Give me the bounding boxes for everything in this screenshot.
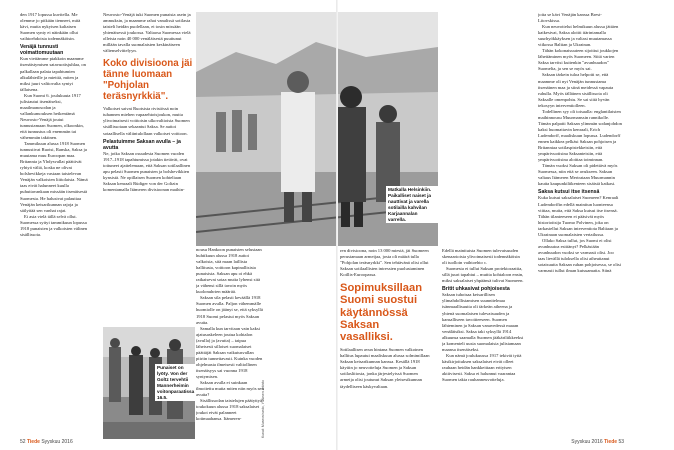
paragraph: Ei asia vielä tällä selvä ollut. Suomessa syttyi tammikuun lopussa 1918 punaisten ja valkoisten välinen sisällissota. xyxy=(20,213,88,237)
text-column-3 xyxy=(196,247,264,437)
paragraph: Sisällissodan taistelujen päätyttyä toukokuun alussa 1918 saksalaiset joukot eivät palanneet kotimaahansa. Itämeren- xyxy=(196,398,263,422)
paragraph: Kun nämä joulukuussa 1917 tekivät tyttä käsikirjoituksen saksalaiset eivät olleet rauhaan heidän hankkeittaan erityisen aktiivisesti. Saksa ei halunnut vaarantaa Suomen takia rauhanneuvotteluja. xyxy=(442,352,522,383)
paragraph: Sotilaallisen avun hintana Suomen valkoinen hallitus lupautui maaliskuun alussa solmimillaan Saksan keisarikunnan kanssa. Kesällä 1918 käytiin jo neuvotteluja Suomen ja Saksan sotilasliitosta, jonka järjestelyissä Suomen armeija olisi joutunut Saksan yleisesikunnan täydelliseen käskyvaltaan. xyxy=(340,347,430,389)
subheading: Britit uhkasivat pohjoisesta xyxy=(442,286,510,293)
paragraph: joita se kävi Venäjän kanssa Brest-Litovskissa. xyxy=(538,12,602,24)
subheading: Pelastuimme Saksan avulla – ja avutta xyxy=(103,138,181,151)
page-number: 53 xyxy=(618,439,624,445)
folio-left xyxy=(20,439,73,445)
paragraph: Neuvosto-Venäjä tuki Suomen punaisia asein ja ammuksin, ja maamme rahat vanalissä sotilasta taisteli heidän puolellaan, ei tosin missään yhtenäisessä joukossa. Valtaosa Suomessa vielä olleista noin 40 000 venäläisestä puuttunut millään tavalla suomalaisten keskinäiseen välienselvittelyyn. xyxy=(103,12,191,54)
paragraph: Todellinen syy oli toisaalla: englantilaisten maihinnousu Muurmanssin rannikolle. Tämän palpatti Saksan ylimmän sodanjohdon kaksi huomattavin kenraali, Erich Ludendorff, maaliskuun lopussa. Ludendorff ennen kaikkea pelkäsi Saksan pohjoisen ja Britanniaa sotilaspistekkeisiin, että ympärivuotisina Saksanteisiin, että ympärivuotisina aloittaa toiminnan. xyxy=(538,108,622,163)
paragraph: Kun viettämme piakkoin maamme itsenäistymisen satavuotisjuhlaa, on palkallaan palata tapahtumien alkulähteille ja miettiä, miten ja miksi juuri valtiovalta syntyi tällaisena. xyxy=(20,56,86,92)
paragraph: Ne, jotka Saksan osuudesta Suomen vuoden 1917–1918 tapahtumissa jotakin tietävät, ovat tottuneet ajattelemaan, että Saksan sotilaallinen apu pelasti Suomen punaisten ja bolshevikkien kynsistä. Ne opillaisen Suomen kohteliaan Saksan kenraali Rüdiger von der Goltzin komentamalla Itämeren divisioonan maihin- xyxy=(103,150,191,193)
issue-date: Syyskuu 2016 xyxy=(571,439,603,445)
text-column-6 xyxy=(538,12,622,437)
paragraph: ren divisioona, noin 13 000 miestä, jäi Suomeen perustamaan armeijaa, josta oli määrä tulla "Pohjolan teräsnyrkki". Sen tehtävänä olisi ollut Saksan sotilaallisten intressien puolustaminen Koillis-Euroopassa. xyxy=(340,248,429,278)
text-column-1 xyxy=(20,12,88,437)
page-number: 52 xyxy=(20,439,26,445)
paragraph: Saksan tärkein tuloa helpotti se, että maamme oli nyt Venäjän tunnustama itsenäinen maa ja siinä meidessä vapauta ruhulla. Myös tälläinen sisällissota oli Saksalle omenpohtu. Se sai siitä hyvän tekosyyn interventiolleen. xyxy=(538,72,614,108)
paragraph: Tammikuun alussa 1918 Suomen tunnustivat Ruotsi, Ranska, Saksa ja muutama muu Euroopan maa. Britannia ja Yhdysvallat päättivät ryhtyä väliä, koska ne olivat bolshevikkeja vastaan taistelevan Venäjän valkoisten liittolaisia. Nämä taas eivät halunneet kuulla puhuttavankaan missään itsenäisestä Suomesta. He halusivat palauttaa Venäjän keisarikunnan rajoja ja säilyttää sen vanhat rajat. xyxy=(20,141,88,213)
brand-name: Tiede xyxy=(26,439,40,445)
paragraph: Ollako Saksa tullut, jos Suomi ei olisi avunhuutoa esittänyt? Pelkästään avunhuudon vuoksi se varmasti olisi. Joo taas lievällä tuloksella olisi aiheuttanut sotaisuutta Saksan ruhan pohjoisessa, se olisi varmasti tullut ilman kutsuamatta. Siinä xyxy=(538,237,621,274)
issue-date: Syyskuu 2016 xyxy=(41,439,73,445)
subheading: Venäjä tunnusti voimattomuutaan xyxy=(20,44,64,57)
paragraph: Samalla kun tarvitaan vain kaksi ajatusaskeleen joutua kohtalon (avulla) ja (avutta) – taipua läheisesti silloiset suomalaiset päättäjät Saksan vaikutusvallan piiriin tunnettavasti. Kuinka vuoden ohjelmasta ilmeisesti valtiollinen itsenäisyys sai vuonna 1918 syntymisen. xyxy=(196,325,263,379)
paragraph: Tähän kokonaisuuteen sijoittui joukkojen lähettäminen myös Suomeen. Siitä varten Saksa tarvitsi kuitenkin "avunhuudon" Suomelta, ja sen se myös sai. xyxy=(538,48,619,72)
paragraph: Kuka kutsui saksalaiset Suomeen? Kenraali Ludendorffin edellä mainitun luonteensa viittaa, mutta, että Saksa kutsui itse itsensä. Tähän tilanteeseen ei pääsivät myös historioitsija Tuomo Polvinen, joka on tarkastellut Saksan interventiota Baltiaan ja Ukrainaan suomalaisten vertailussa. xyxy=(538,195,619,237)
text-column-5 xyxy=(442,248,525,438)
paragraph: Kun Suomi 6. joulukuuta 1917 julistautui itsenäiseksi, maailmanosodan ja vallankumouksen heikentämä Neuvosto-Venäjä joutui tunnustamaan Suomen, olkoonkin, että tunnustus oli enemmän tai vähemmän taktinen. xyxy=(20,92,84,141)
subheading: Saksa kutsui itse itsensä xyxy=(538,189,600,196)
paragraph: den 1917 lopussa kuvitella. Me olemme jo pitkään tienneet, mitä kävi, mutta nykyisen kaltaisen Suomen synty ei näinkään ollut vaihtoehdoista todennäköisin. xyxy=(20,12,81,42)
brand-name: Tiede xyxy=(604,439,618,445)
page-gutter xyxy=(336,0,338,450)
folio-right xyxy=(571,439,624,445)
paragraph: Valkoiset saivat Ruotsista rivistössä noin tuhannen miehen vapaaehtoisjoukon, mutta ylivoimaisesti voittoisin ulkovaltioista Suomen sisällissotaan sekaantui Saksa. Se auttoi sotaallisella väliintulollaan valkoiset voittoon. xyxy=(103,106,190,136)
paragraph: Saksan avulla ei suinkaan ilmoitettu mutta miten niin myös sen avutta? xyxy=(196,380,264,398)
paragraph: Kun neuvottelut helmikuun alussa jättäen katkesivat, Saksa aloitti itärintamalla suurhyökkäyksen ja valtasi muutamassa viikossa Baltian ja Ukrainan. xyxy=(538,24,619,48)
paragraph: nousu Hankoon punaisten selustaan huhtikuun alussa 1918 auttoi valkoisia, sitä maan laillista hallitusta, voittoon kapinallisista punaisista. Saksan apu oi ehkä ratkaisevat sotaa mutta lyhensi sitä ja vähensi sillä tavoin myös kuolonuhrien määrää. xyxy=(196,247,262,295)
paragraph: Suomesta ei tullut Saksan protektoraattia, sillä juuri tapahtui – muttta kohtaloon ensin, miksi saksalaiset yhpäänsä tulivat Suomeen. xyxy=(442,266,524,284)
paragraph: Saksan sila pelasti keväällä 1918 Suomen avulla. Paljon vähemmälle huomiolle on jäänyt se, että syksyllä 1918 Suomi pelastui myös Saksan avutta. xyxy=(196,295,263,325)
pull-quote: Koko divisioona jäi tänne luomaan "Pohjolan teräsnyrkkiä". xyxy=(103,58,193,103)
photo-caption: Punaiset on lyöty. Von der Goltz tervehtii Mannerheimin voitonparaatissa 16.5. xyxy=(157,365,195,400)
text-column-2 xyxy=(103,12,195,296)
paragraph: Edellä mainituista Suomen tulevaisuuden skenaarioista ylivoimaisesti todennäköisin oli tuolloin vaihtoehto c. xyxy=(442,248,520,266)
paragraph: Tämän vuoksi Saksan oli pidettävä myös Suomessa, niin että se avukseen. Saksan valtaus Itämeren Merirataan Muurmannin kautta kaupunkiliikenteen sisäistä katkasi. xyxy=(538,163,618,187)
photo-credit: Kuvat: Museovirasto, Ylläksen arkisto xyxy=(261,379,265,438)
text-column-4 xyxy=(340,248,432,438)
pull-quote: Sopimuksillaan Suomi suostui käytännössä Saksan vasalliksi. xyxy=(340,282,423,344)
paragraph: Saksan tuhoisaa keisarillisen ylimahdollistamisen suunnitelmaa isänmaallisuutta oli tärkeän aiheena ja yhtenä suomalaisen tulevaisuuden ja kansalliseen tavoitteeseen. Suomen lähteminen ja Saksan vanavedessä maaan venäläisiksi. Saksa taki syksyllä 1914 alkuunsa saamalla Suomen jääkäriliikkeeksi ja komenteli uusia suomalaisia julistamaan maansa itsenäiseksi. xyxy=(442,292,524,352)
photo-caption: Matkalla Helsinkiin. Paikalliset naiset ja nauttivat ja varella sotilailla kahvilan Karjaannalan varrella. xyxy=(386,186,438,223)
